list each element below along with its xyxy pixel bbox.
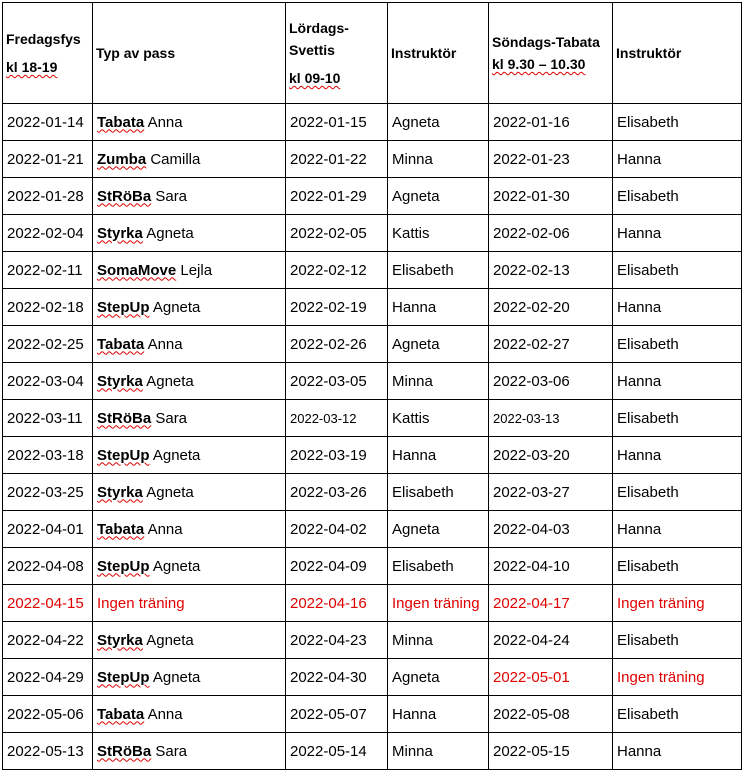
table-row <box>3 733 742 770</box>
friday-date-cell: 2022-01-14 <box>3 104 93 141</box>
sunday-date-cell: 2022-03-27 <box>489 474 613 511</box>
sunday-instructor-cell: Hanna <box>613 733 742 770</box>
pass-leader: Anna <box>147 335 183 353</box>
sunday-date-cell: 2022-03-06 <box>489 363 613 400</box>
pass-type-cell <box>93 326 286 363</box>
pass-name: StepUp <box>97 557 150 575</box>
saturday-date-cell: 2022-05-07 <box>286 696 388 733</box>
sunday-instructor-cell: Hanna <box>613 363 742 400</box>
pass-name: StepUp <box>97 298 150 316</box>
table-row <box>3 511 742 548</box>
pass-name: StepUp <box>97 446 150 464</box>
saturday-date-cell: 2022-03-05 <box>286 363 388 400</box>
saturday-date-cell: 2022-04-30 <box>286 659 388 696</box>
friday-date-cell: 2022-03-11 <box>3 400 93 437</box>
pass-leader: Agneta <box>152 446 201 464</box>
saturday-instructor-cell: Minna <box>388 733 489 770</box>
table-row <box>3 215 742 252</box>
pass-type-cell <box>93 104 286 141</box>
sunday-date-cell: 2022-04-17 <box>489 585 613 622</box>
pass-leader: Camilla <box>150 150 201 168</box>
saturday-instructor-cell: Agneta <box>388 326 489 363</box>
saturday-instructor-cell: Kattis <box>388 215 489 252</box>
pass-name: Tabata <box>97 520 145 538</box>
pass-leader: Agneta <box>152 668 201 686</box>
pass-type-cell <box>93 733 286 770</box>
saturday-date-cell: 2022-03-26 <box>286 474 388 511</box>
table-row <box>3 363 742 400</box>
sunday-date-cell: 2022-01-16 <box>489 104 613 141</box>
table-row <box>3 585 742 622</box>
saturday-date-cell: 2022-04-23 <box>286 622 388 659</box>
saturday-date-cell: 2022-02-26 <box>286 326 388 363</box>
sunday-date-cell: 2022-01-23 <box>489 141 613 178</box>
pass-name: Styrka <box>97 483 143 501</box>
table-row <box>3 696 742 733</box>
header-fredagsfys: Fredagsfys kl 18-19 <box>3 3 93 104</box>
friday-date-cell: 2022-04-15 <box>3 585 93 622</box>
saturday-date-cell: 2022-05-14 <box>286 733 388 770</box>
pass-leader: Agneta <box>146 483 194 501</box>
table-row <box>3 104 742 141</box>
header-sondags-tabata: Söndags-Tabata kl 9.30 – 10.30 <box>489 3 613 104</box>
pass-type-cell <box>93 437 286 474</box>
pass-type-cell <box>93 215 286 252</box>
schedule-body <box>3 104 742 770</box>
table-row <box>3 400 742 437</box>
pass-leader: Agneta <box>146 372 194 390</box>
pass-leader: Sara <box>155 742 188 760</box>
pass-name: Styrka <box>97 224 143 242</box>
sunday-date-cell: 2022-04-10 <box>489 548 613 585</box>
table-row <box>3 252 742 289</box>
header-typ-av-pass: Typ av pass <box>93 3 286 104</box>
sunday-date-cell: 2022-05-08 <box>489 696 613 733</box>
pass-leader: Agneta <box>152 557 201 575</box>
schedule-table <box>2 2 742 770</box>
saturday-date-cell: 2022-03-19 <box>286 437 388 474</box>
sunday-date-cell: 2022-02-06 <box>489 215 613 252</box>
pass-type-cell <box>93 659 286 696</box>
sunday-instructor-cell: Hanna <box>613 289 742 326</box>
saturday-instructor-cell: Elisabeth <box>388 474 489 511</box>
friday-date-cell: 2022-03-04 <box>3 363 93 400</box>
pass-name: Styrka <box>97 372 143 390</box>
saturday-date-cell: 2022-01-22 <box>286 141 388 178</box>
header-instruktor-saturday: Instruktör <box>388 3 489 104</box>
friday-date-cell: 2022-05-06 <box>3 696 93 733</box>
pass-leader: Anna <box>147 705 183 723</box>
pass-name: Tabata <box>97 705 145 723</box>
saturday-instructor-cell: Hanna <box>388 289 489 326</box>
friday-date-cell: 2022-04-01 <box>3 511 93 548</box>
pass-type-cell <box>93 511 286 548</box>
saturday-date-cell: 2022-04-09 <box>286 548 388 585</box>
saturday-instructor-cell: Agneta <box>388 178 489 215</box>
sunday-instructor-cell: Elisabeth <box>613 622 742 659</box>
pass-name: StRöBa <box>97 187 152 205</box>
table-row <box>3 437 742 474</box>
pass-type-cell <box>93 141 286 178</box>
saturday-instructor-cell: Minna <box>388 363 489 400</box>
saturday-date-cell: 2022-02-12 <box>286 252 388 289</box>
friday-date-cell: 2022-04-29 <box>3 659 93 696</box>
sunday-instructor-cell: Elisabeth <box>613 178 742 215</box>
sunday-date-cell: 2022-04-03 <box>489 511 613 548</box>
friday-date-cell: 2022-03-18 <box>3 437 93 474</box>
friday-date-cell: 2022-02-25 <box>3 326 93 363</box>
table-row <box>3 141 742 178</box>
sunday-instructor-cell: Elisabeth <box>613 252 742 289</box>
saturday-instructor-cell: Minna <box>388 141 489 178</box>
header-lordags-svettis: Lördags- Svettis kl 09-10 <box>286 3 388 104</box>
sunday-instructor-cell: Hanna <box>613 511 742 548</box>
pass-leader: Sara <box>155 187 188 205</box>
saturday-instructor-cell: Kattis <box>388 400 489 437</box>
sunday-date-cell: 2022-04-24 <box>489 622 613 659</box>
sunday-instructor-cell: Elisabeth <box>613 696 742 733</box>
friday-date-cell: 2022-04-22 <box>3 622 93 659</box>
pass-leader: Agneta <box>152 298 201 316</box>
table-row <box>3 622 742 659</box>
sunday-date-cell: 2022-03-13 <box>489 400 613 437</box>
pass-type-cell <box>93 474 286 511</box>
sunday-date-cell: 2022-01-30 <box>489 178 613 215</box>
saturday-instructor-cell: Agneta <box>388 511 489 548</box>
sunday-date-cell: 2022-02-27 <box>489 326 613 363</box>
pass-type-cell <box>93 363 286 400</box>
saturday-date-cell: 2022-04-16 <box>286 585 388 622</box>
saturday-date-cell: 2022-02-19 <box>286 289 388 326</box>
pass-leader: Sara <box>155 409 188 427</box>
saturday-instructor-cell: Hanna <box>388 437 489 474</box>
saturday-instructor-cell: Ingen träning <box>388 585 489 622</box>
pass-name: Zumba <box>97 150 147 168</box>
pass-type-cell <box>93 289 286 326</box>
saturday-instructor-cell: Elisabeth <box>388 548 489 585</box>
table-row <box>3 178 742 215</box>
pass-leader: Anna <box>147 520 183 538</box>
sunday-date-cell: 2022-03-20 <box>489 437 613 474</box>
pass-name: Tabata <box>97 335 145 353</box>
sunday-instructor-cell: Ingen träning <box>613 585 742 622</box>
pass-type-cell: Ingen träning <box>93 585 286 622</box>
friday-date-cell: 2022-02-18 <box>3 289 93 326</box>
sunday-instructor-cell: Elisabeth <box>613 104 742 141</box>
saturday-date-cell: 2022-01-15 <box>286 104 388 141</box>
saturday-instructor-cell: Agneta <box>388 104 489 141</box>
pass-leader: Anna <box>147 113 183 131</box>
friday-date-cell: 2022-01-28 <box>3 178 93 215</box>
friday-date-cell: 2022-05-13 <box>3 733 93 770</box>
sunday-instructor-cell: Elisabeth <box>613 548 742 585</box>
table-row <box>3 548 742 585</box>
table-row <box>3 474 742 511</box>
header-row <box>3 3 742 104</box>
pass-leader: Agneta <box>146 631 194 649</box>
sunday-instructor-cell: Elisabeth <box>613 326 742 363</box>
pass-type-cell <box>93 622 286 659</box>
sunday-date-cell: 2022-02-20 <box>489 289 613 326</box>
friday-date-cell: 2022-02-11 <box>3 252 93 289</box>
pass-type-cell <box>93 696 286 733</box>
sunday-date-cell: 2022-05-15 <box>489 733 613 770</box>
pass-type-cell <box>93 178 286 215</box>
table-row <box>3 326 742 363</box>
pass-name: StRöBa <box>97 742 152 760</box>
saturday-date-cell: 2022-02-05 <box>286 215 388 252</box>
saturday-instructor-cell: Minna <box>388 622 489 659</box>
header-instruktor-sunday: Instruktör <box>613 3 742 104</box>
sunday-instructor-cell: Ingen träning <box>613 659 742 696</box>
pass-name: Tabata <box>97 113 145 131</box>
saturday-instructor-cell: Hanna <box>388 696 489 733</box>
table-row <box>3 289 742 326</box>
sunday-date-cell: 2022-05-01 <box>489 659 613 696</box>
saturday-date-cell: 2022-04-02 <box>286 511 388 548</box>
friday-date-cell: 2022-03-25 <box>3 474 93 511</box>
saturday-date-cell: 2022-03-12 <box>286 400 388 437</box>
sunday-date-cell: 2022-02-13 <box>489 252 613 289</box>
sunday-instructor-cell: Hanna <box>613 437 742 474</box>
pass-name: StRöBa <box>97 409 152 427</box>
pass-name: SomaMove <box>97 261 177 279</box>
sunday-instructor-cell: Hanna <box>613 141 742 178</box>
pass-leader: Lejla <box>180 261 213 279</box>
friday-date-cell: 2022-01-21 <box>3 141 93 178</box>
table-row <box>3 659 742 696</box>
saturday-instructor-cell: Agneta <box>388 659 489 696</box>
pass-name: Styrka <box>97 631 143 649</box>
sunday-instructor-cell: Hanna <box>613 215 742 252</box>
pass-type-cell <box>93 548 286 585</box>
saturday-instructor-cell: Elisabeth <box>388 252 489 289</box>
pass-name: StepUp <box>97 668 150 686</box>
sunday-instructor-cell: Elisabeth <box>613 400 742 437</box>
friday-date-cell: 2022-04-08 <box>3 548 93 585</box>
saturday-date-cell: 2022-01-29 <box>286 178 388 215</box>
sunday-instructor-cell: Elisabeth <box>613 474 742 511</box>
pass-type-cell <box>93 252 286 289</box>
friday-date-cell: 2022-02-04 <box>3 215 93 252</box>
pass-type-cell <box>93 400 286 437</box>
pass-leader: Agneta <box>146 224 194 242</box>
